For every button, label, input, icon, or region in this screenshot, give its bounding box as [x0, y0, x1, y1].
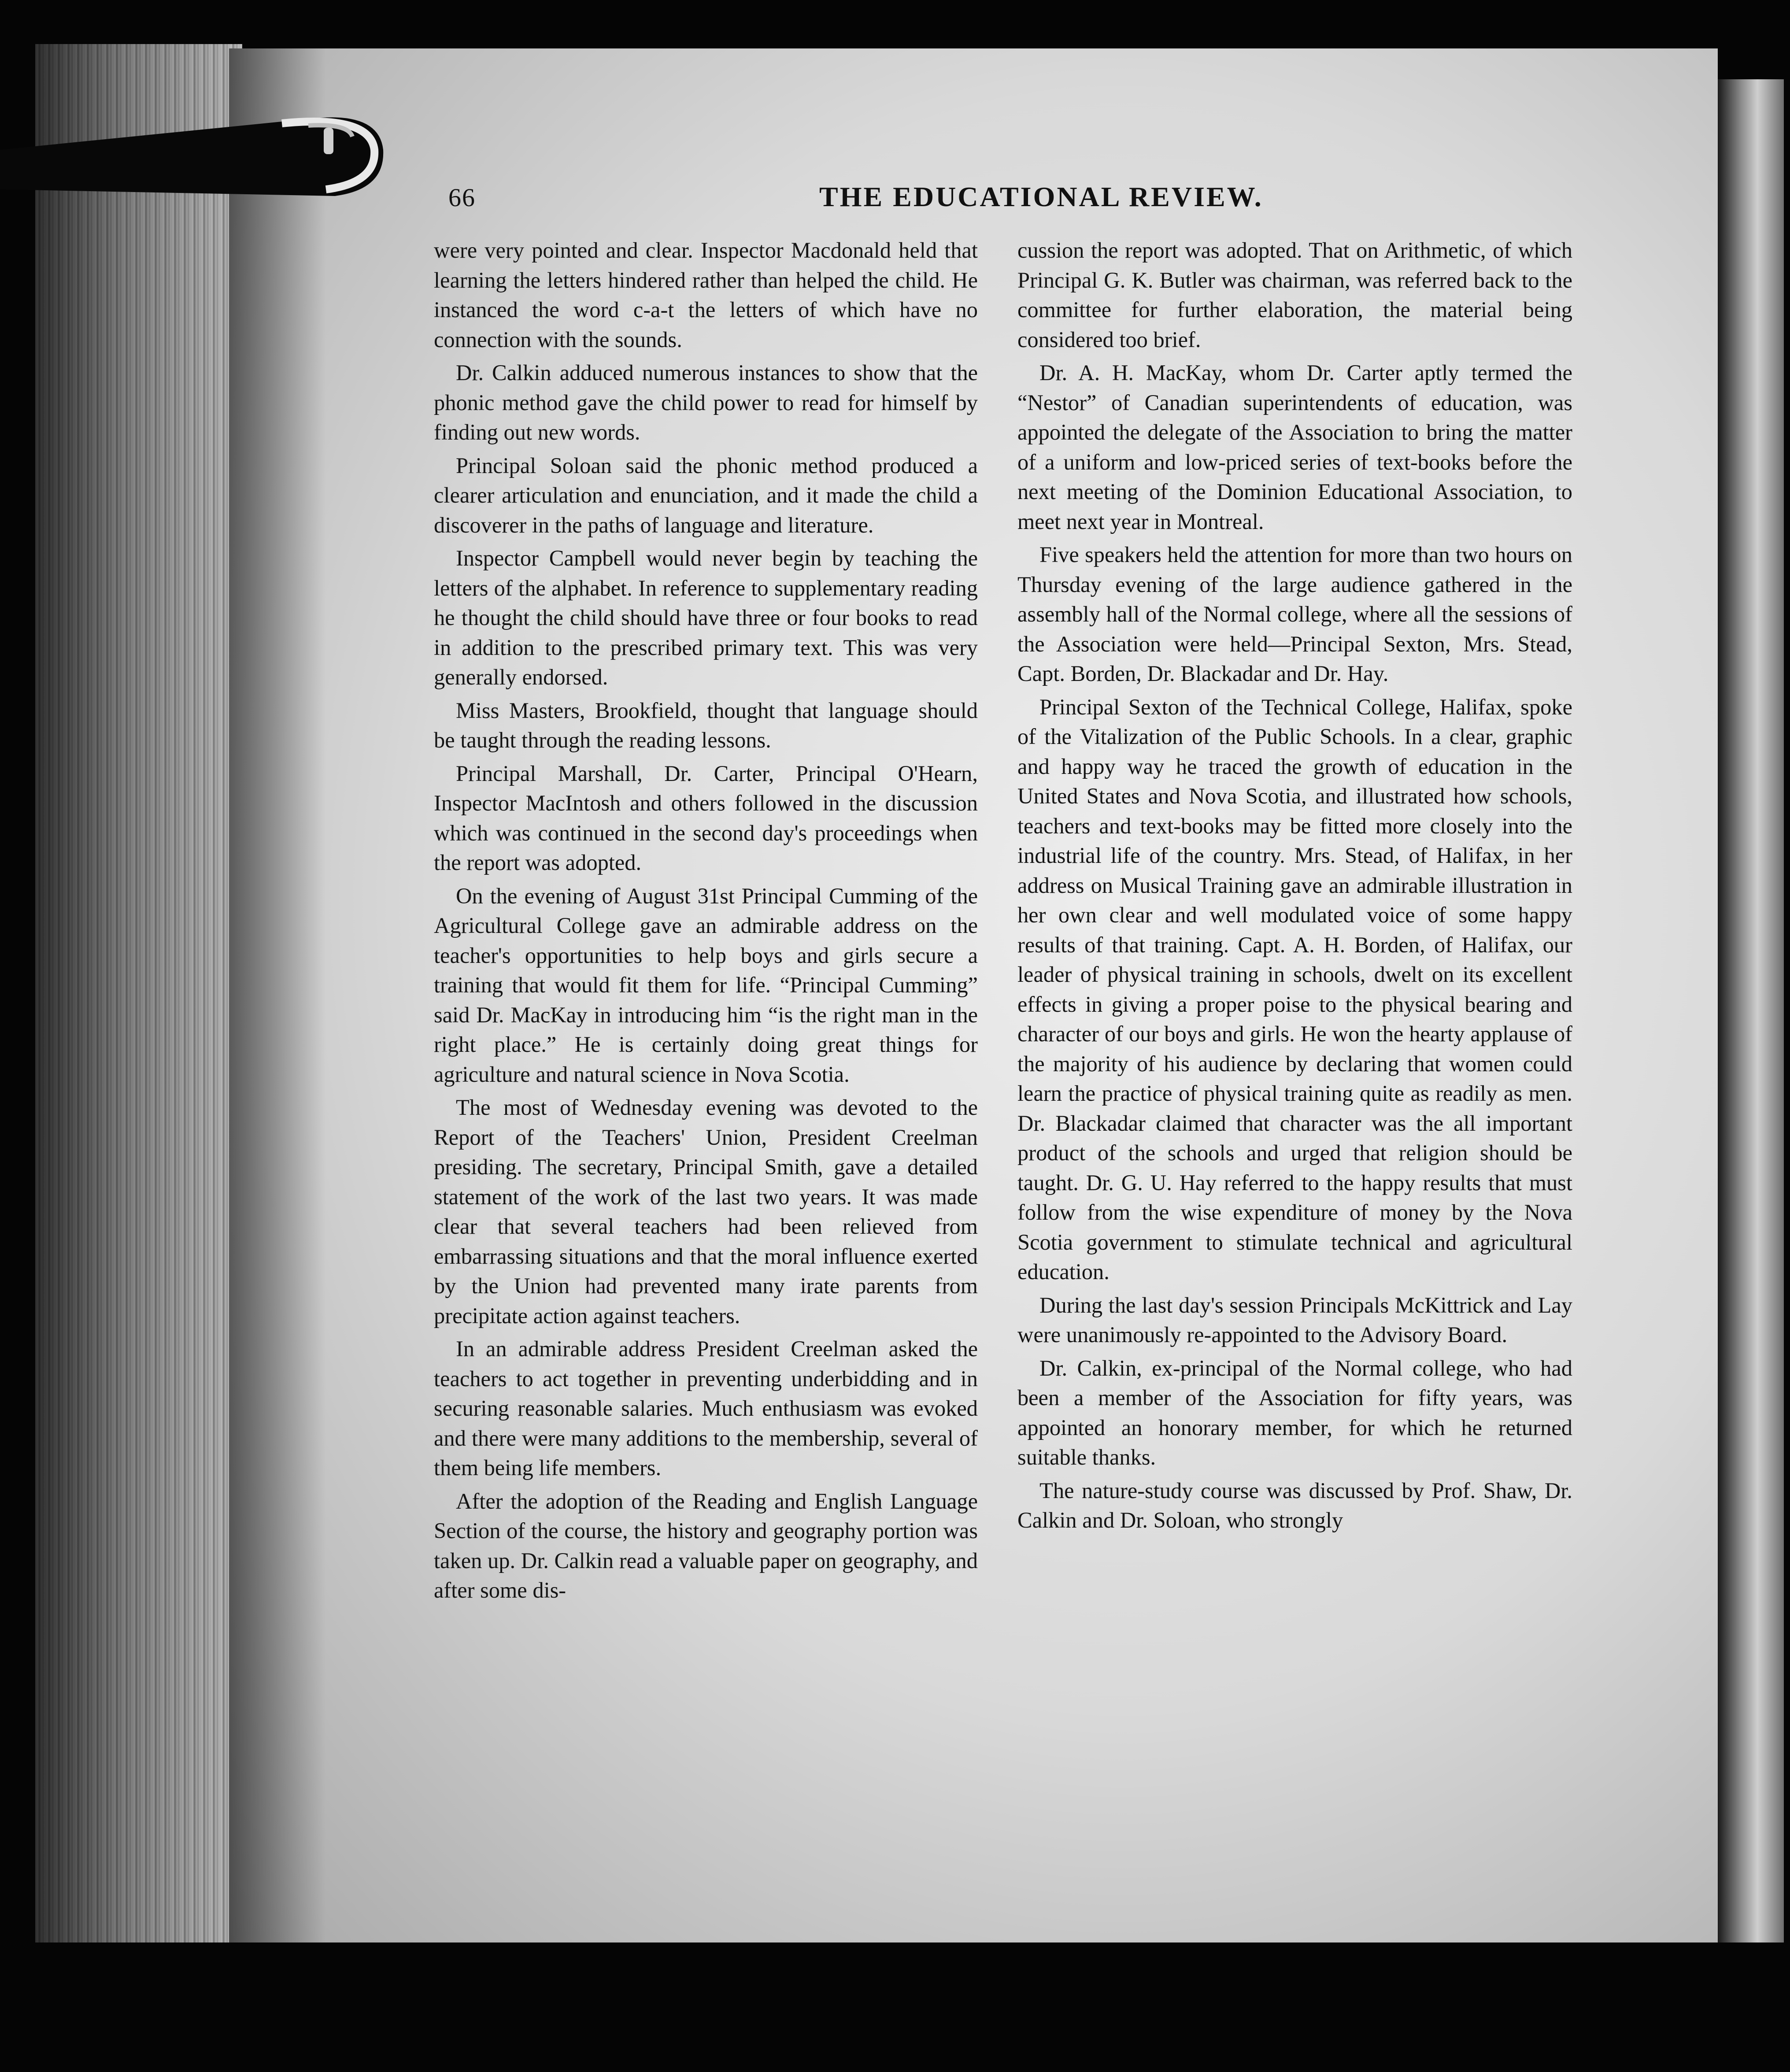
- running-head: THE EDUCATIONAL REVIEW.: [819, 181, 1263, 212]
- page-edges-shadow: [35, 44, 242, 1942]
- paragraph: Principal Sexton of the Technical College, Halifax, spoke of the Vitalization of the Public Schools. In a clear, graphic and happy way he traced the growth of education in the United States and Nova Scotia, and illustrated how schools, teachers and text-books may be fitted more closely into the industrial life of the country. Mrs. Stead, of Halifax, in her address on Musical Training gave an admirable illustration in her own clear and well modulated voice of some happy results of that training. Capt. A. H. Borden, of Halifax, our leader of physical training in schools, dwelt on its excellent effects in giving a proper poise to the physical bearing and character of our boys and girls. He won the hearty applause of the majority of his audience by declaring that women could learn the practice of physical training quite as readily as men. Dr. Blackadar claimed that character was the all important product of the schools and urged that religion should be taught. Dr. G. U. Hay referred to the happy results that must follow from the wise expenditure of money by the Nova Scotia government to stimulate technical and agricultural education.: [1017, 694, 1572, 1284]
- paragraph: Principal Marshall, Dr. Carter, Principal O'Hearn, Inspector MacIntosh and others followed in the discussion which was continued in the second day's proceedings when the report was adopted.: [434, 761, 978, 875]
- page-number: 66: [448, 183, 476, 212]
- paragraph: Five speakers held the attention for more than two hours on Thursday evening of the large audience gathered in the assembly hall of the Normal college, where all the sessions of the Association were held—Principal Sexton, Mrs. Stead, Capt. Borden, Dr. Blackadar and Dr. Hay.: [1017, 542, 1572, 686]
- paragraph: Dr. Calkin, ex-principal of the Normal college, who had been a member of the Association for fifty years, was appointed an honorary member, for which he returned suitable thanks.: [1017, 1355, 1572, 1469]
- left-column: [434, 236, 978, 1609]
- page-clip-icon: [0, 101, 388, 211]
- paragraph: were very pointed and clear. Inspector Macdonald held that learning the letters hindered rather than helped the child. He instanced the word c-a-t the letters of which have no connection with the sounds.: [434, 238, 978, 352]
- paragraph: The most of Wednesday evening was devoted to the Report of the Teachers' Union, President Creelman presiding. The secretary, Principal Smith, gave a detailed statement of the work of the last two years. It was made clear that several teachers had been relieved from embarrassing situations and that the moral influence exerted by the Union had prevented many irate parents from precipitate action against teachers.: [434, 1095, 978, 1328]
- paragraph: During the last day's session Principals McKittrick and Lay were unanimously re-appointed to the Advisory Board.: [1017, 1292, 1572, 1347]
- facing-page-edge: [1718, 79, 1784, 1942]
- paragraph: Dr. A. H. MacKay, whom Dr. Carter aptly termed the “Nestor” of Canadian superintendents of education, was appointed the delegate of the Association to bring the matter of a uniform and low-priced series of text-books before the next meeting of the Dominion Educational Association, to meet next year in Montreal.: [1017, 360, 1572, 534]
- paragraph: On the evening of August 31st Principal Cumming of the Agricultural College gave an admirable address on the teacher's opportunities to help boys and girls secure a training that would fit them for life. “Principal Cumming” said Dr. MacKay in introducing him “is the right man in the right place.” He is certainly doing great things for agriculture and natural science in Nova Scotia.: [434, 883, 978, 1087]
- gutter-shadow: [229, 48, 326, 1942]
- paragraph: After the adoption of the Reading and English Language Section of the course, the history and geography portion was taken up. Dr. Calkin read a valuable paper on geography, and after some dis-: [434, 1488, 978, 1602]
- paragraph: Dr. Calkin adduced numerous instances to show that the phonic method gave the child power to read for himself by finding out new words.: [434, 360, 978, 444]
- paragraph: Inspector Campbell would never begin by teaching the letters of the alphabet. In reference to supplementary reading he thought the child should have three or four books to read in addition to the prescribed primary text. This was very generally endorsed.: [434, 546, 978, 689]
- paragraph: The nature-study course was discussed by Prof. Shaw, Dr. Calkin and Dr. Soloan, who strongly: [1017, 1478, 1572, 1532]
- right-column: [1017, 236, 1572, 1539]
- paragraph: cussion the report was adopted. That on Arithmetic, of which Principal G. K. Butler was chairman, was referred back to the committee for further elaboration, the material being considered too brief.: [1017, 238, 1572, 352]
- paragraph: Miss Masters, Brookfield, thought that language should be taught through the reading lessons.: [434, 698, 978, 752]
- paragraph: Principal Soloan said the phonic method produced a clearer articulation and enunciation, and it made the child a discoverer in the paths of language and literature.: [434, 453, 978, 537]
- paragraph: In an admirable address President Creelman asked the teachers to act together in preventing underbidding and in securing reasonable salaries. Much enthusiasm was evoked and there were many additions to the membership, several of them being life members.: [434, 1336, 978, 1480]
